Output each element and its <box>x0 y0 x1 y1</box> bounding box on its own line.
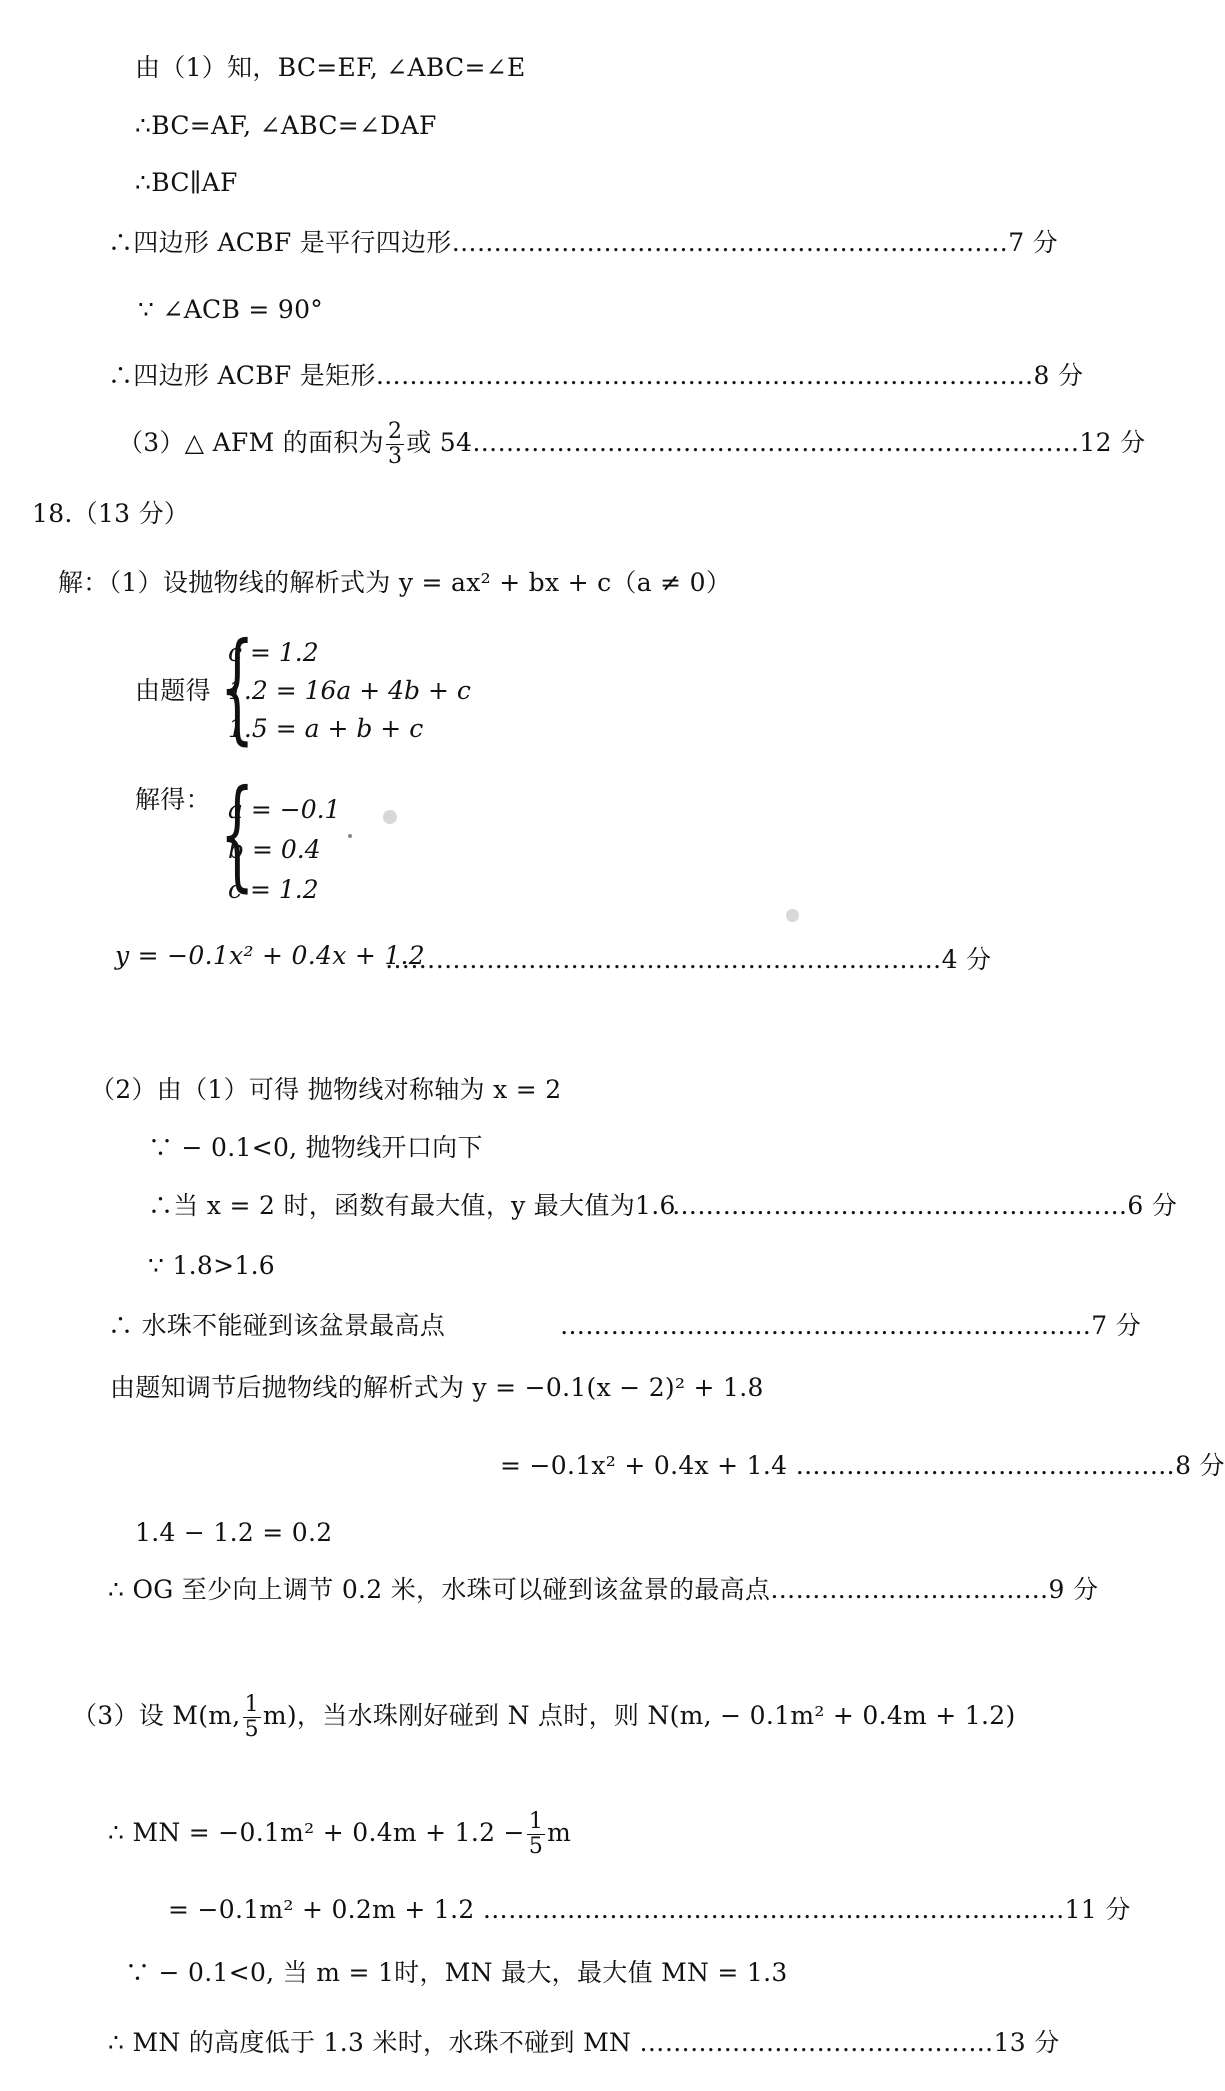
brace-system-2: { <box>220 765 255 904</box>
line-axis-symmetry: （2）由（1）可得 抛物线对称轴为 x = 2 <box>90 1075 562 1104</box>
line-given: 由题得 <box>135 676 211 705</box>
line-mn-max: ∵ − 0.1<0, 当 m = 1时，MN 最大，最大值 MN = 1.3 <box>125 1958 788 1987</box>
mn-pre: ∴ MN = −0.1m² + 0.4m + 1.2 − <box>108 1818 525 1847</box>
line-set-m <box>72 1693 1016 1742</box>
line-cannot-reach: ∴ 水珠不能碰到该盆景最高点 <box>108 1311 446 1340</box>
line-max-value: ∴当 x = 2 时，函数有最大值，y 最大值为1.6 <box>148 1191 676 1220</box>
fraction-one-fifth: $\frac{1}{5}$ <box>244 1692 259 1742</box>
line-parallelogram: ∴四边形 ACBF 是平行四边形…………………………………………………………7 分 <box>108 228 1058 257</box>
line-compare: ∵ 1.8>1.6 <box>148 1251 276 1280</box>
line-bc-af: ∴BC=AF, ∠ABC=∠DAF <box>135 111 437 140</box>
line-bc-ef: 由（1）知，BC=EF, ∠ABC=∠E <box>135 53 526 82</box>
line-max-value-score: ………………………………………………6 分 <box>672 1191 1178 1220</box>
set-m-post: m)，当水珠刚好碰到 N 点时，则 N(m, − 0.1m² + 0.4m + 1.2) <box>262 1701 1016 1730</box>
line-adjusted-parabola: 由题知调节后抛物线的解析式为 y = −0.1(x − 2)² + 1.8 <box>110 1373 764 1402</box>
fraction-one-fifth-mn: $\frac{1}{5}$ <box>528 1809 544 1859</box>
system2-row3: c = 1.2 <box>228 875 319 904</box>
line-rectangle: ∴四边形 ACBF 是矩形……………………………………………………………………8 分 <box>108 361 1084 390</box>
system1-row2: 1.2 = 16a + 4b + c <box>228 676 471 705</box>
line-difference: 1.4 − 1.2 = 0.2 <box>135 1518 333 1547</box>
line-bc-parallel-af: ∴BC∥AF <box>135 168 238 197</box>
line-parabola-result: y = −0.1x² + 0.4x + 1.2 <box>115 941 425 970</box>
afm-text-pre: （3）△ AFM 的面积为 <box>118 428 384 457</box>
line-cannot-reach-score: ………………………………………………………7 分 <box>560 1311 1142 1340</box>
system1-row3: 1.5 = a + b + c <box>228 714 424 743</box>
line-adjusted-expanded: = −0.1x² + 0.4x + 1.4 ………………………………………8 分 <box>500 1451 1225 1480</box>
system2-row1: a = −0.1 <box>228 795 341 824</box>
scan-spot <box>786 909 799 922</box>
fraction-two-thirds: $\frac{2}{3}$ <box>387 419 403 469</box>
line-conclusion: ∴ MN 的高度低于 1.3 米时，水珠不碰到 MN ……………………………………13 分 <box>108 2028 1060 2057</box>
system1-row1: c = 1.2 <box>228 638 319 667</box>
line-parabola-result-score: …………………………………………………………4 分 <box>385 945 992 974</box>
line-afm-area <box>118 420 1145 469</box>
line-opens-down: ∵ − 0.1<0, 抛物线开口向下 <box>148 1133 483 1162</box>
line-parabola-setup: 解：（1）设抛物线的解析式为 y = ax² + bx + c（a ≠ 0） <box>58 568 732 597</box>
line-mn-simplified: = −0.1m² + 0.2m + 1.2 ……………………………………………………………11 分 <box>168 1895 1131 1924</box>
mn-post: m <box>547 1818 572 1847</box>
question-18-heading: 18.（13 分） <box>32 499 190 528</box>
line-solved: 解得： <box>135 785 211 814</box>
set-m-pre: （3）设 M(m, <box>72 1701 241 1730</box>
line-mn-expression <box>108 1810 571 1859</box>
line-og-adjust: ∴ OG 至少向上调节 0.2 米，水珠可以碰到该盆景的最高点……………………………9 分 <box>108 1575 1099 1604</box>
scan-spot <box>383 810 397 824</box>
line-angle-acb: ∵ ∠ACB = 90° <box>138 295 324 324</box>
brace-system-1: { <box>220 618 255 757</box>
scan-spot <box>348 834 352 838</box>
afm-text-post: 或 54………………………………………………………………12 分 <box>406 428 1146 457</box>
system2-row2: b = 0.4 <box>228 835 321 864</box>
